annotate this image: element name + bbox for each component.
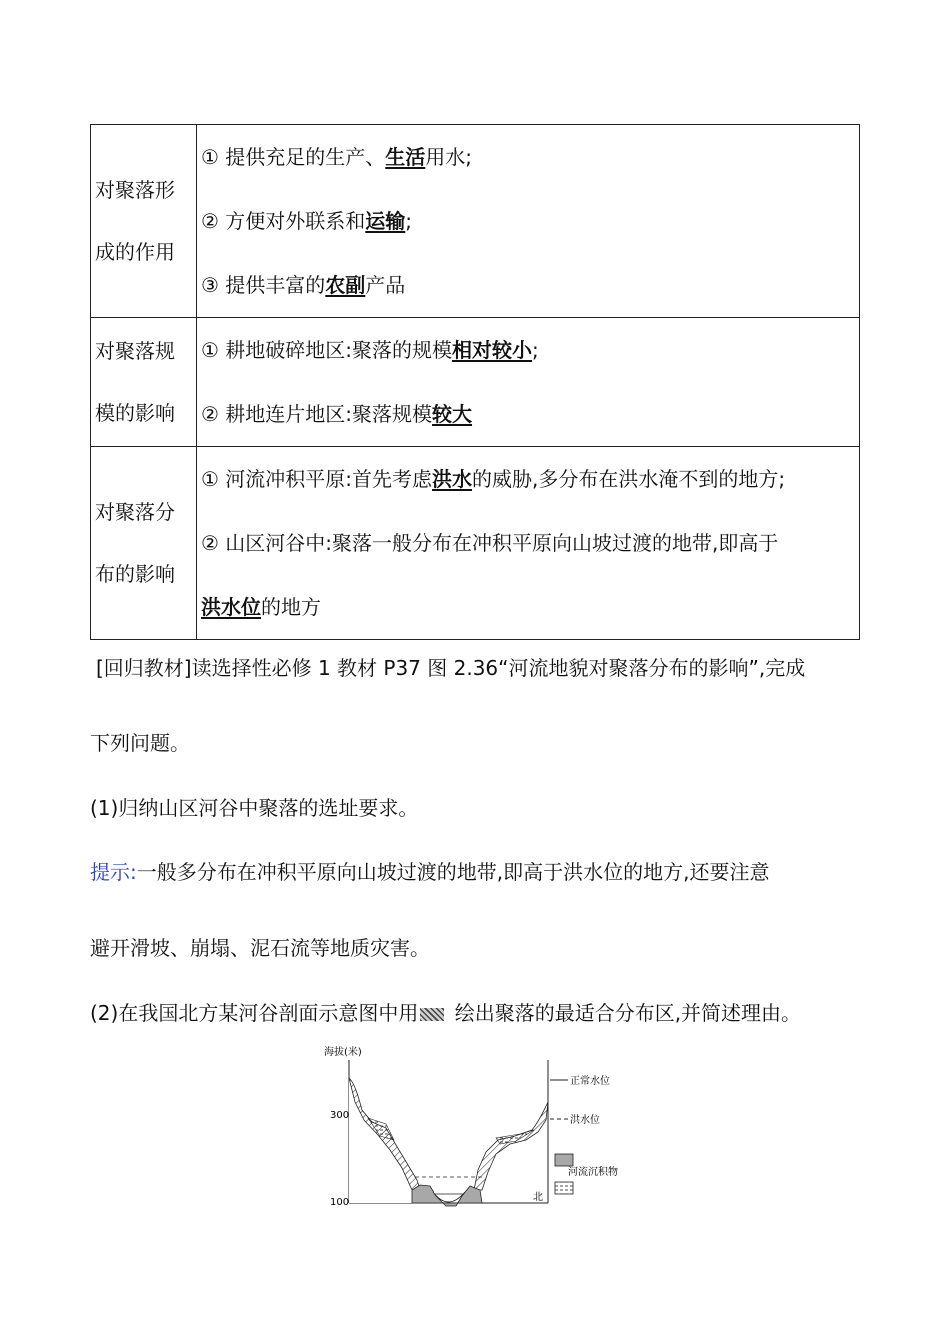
question-1: (1)归纳山区河谷中聚落的选址要求。 (90, 796, 419, 820)
north-label: 北 (533, 1192, 543, 1203)
valley-profile-diagram (320, 1040, 650, 1215)
hint-label: 提示: (90, 860, 137, 884)
legend-flood-label: 洪水位 (570, 1115, 600, 1126)
content-line: ① 提供充足的生产、生活用水; (201, 145, 473, 169)
intro-text-cont: 下列问题。 (90, 731, 190, 755)
content-line: ② 方便对外联系和运输; (201, 209, 413, 233)
content-line: ① 河流冲积平原:首先考虑洪水的威胁,多分布在洪水淹不到的地方; (201, 467, 786, 491)
legend-sediment-swatch (555, 1154, 573, 1166)
summary-table (90, 124, 860, 640)
legend-sediment-label: 河流沉积物 (568, 1167, 618, 1178)
hatch-swatch-icon (420, 1008, 444, 1021)
y-axis-title: 海拔(米) (324, 1047, 362, 1058)
row-label: 对聚落形 成的作用 (91, 125, 197, 318)
row-content (197, 447, 860, 640)
content-line: ③ 提供丰富的农副产品 (201, 273, 406, 297)
intro-text: [回归教材]读选择性必修 1 教材 P37 图 2.36“河流地貌对聚落分布的影响”,完成 (96, 656, 806, 680)
row-label: 对聚落分 布的影响 (91, 447, 197, 640)
table-row (91, 125, 860, 318)
hint-text-cont: 避开滑坡、崩塌、泥石流等地质灾害。 (90, 936, 430, 960)
legend-normal-label: 正常水位 (570, 1076, 610, 1087)
row-label: 对聚落规 模的影响 (91, 318, 197, 447)
row-content (197, 125, 860, 318)
table-row (91, 318, 860, 447)
question-2: (2)在我国北方某河谷剖面示意图中用 绘出聚落的最适合分布区,并简述理由。 (90, 1001, 802, 1025)
content-line: ① 耕地破碎地区:聚落的规模相对较小; (201, 338, 539, 362)
tick-label: 300 (330, 1110, 350, 1121)
legend-terrace-swatch (555, 1182, 573, 1194)
hint-text: 提示:一般多分布在冲积平原向山坡过渡的地带,即高于洪水位的地方,还要注意 (90, 860, 770, 884)
content-line: ② 山区河谷中:聚落一般分布在冲积平原向山坡过渡的地带,即高于 (201, 531, 779, 555)
table-row (91, 447, 860, 640)
north-rock-layer (474, 1102, 548, 1190)
row-content (197, 318, 860, 447)
tick-label: 100 (330, 1197, 350, 1208)
content-line: 洪水位的地方 (201, 595, 321, 619)
content-line: ② 耕地连片地区:聚落规模较大 (201, 402, 473, 426)
